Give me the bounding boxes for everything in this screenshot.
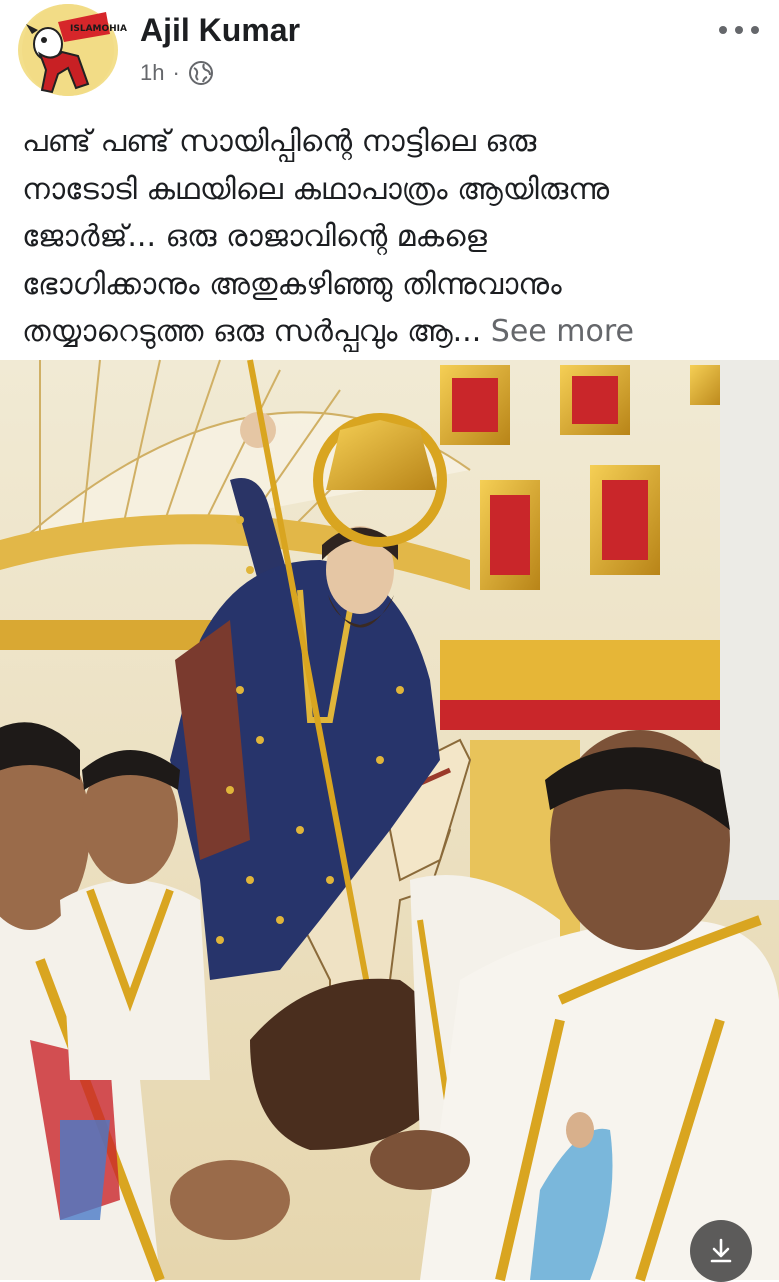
- post-photo[interactable]: [0, 360, 779, 1280]
- download-icon: [706, 1236, 736, 1266]
- post-text: [22, 118, 762, 356]
- post-text-truncated: തയ്യാറെടുത്ത ഒരു സർപ്പവും ആ...: [22, 314, 482, 349]
- post-text-line: പണ്ട് പണ്ട് സായിപ്പിന്റെ നാട്ടിലെ ഒരു: [22, 124, 537, 159]
- post-text-line: നാടോടി കഥയിലെ കഥാപാത്രം ആയിരുന്നു: [22, 171, 610, 207]
- more-dot: [751, 26, 759, 34]
- post-text-line-last: [22, 308, 762, 356]
- author-name[interactable]: Ajil Kumar: [140, 12, 301, 48]
- avatar-cartoon-icon: [18, 4, 127, 96]
- priest-hand: [370, 1130, 470, 1190]
- post-text-line: ഭോഗിക്കാനും അതുകഴിഞ്ഞു തിന്നുവാനും: [22, 266, 562, 302]
- see-more-link[interactable]: See more: [481, 314, 634, 349]
- more-options-button[interactable]: [719, 18, 759, 42]
- globe-icon: [188, 60, 214, 86]
- post-time[interactable]: 1h: [140, 60, 165, 85]
- more-dot: [719, 26, 727, 34]
- avatar[interactable]: [18, 4, 127, 96]
- crown: [326, 420, 436, 490]
- photo-illustration: [0, 360, 779, 1280]
- more-dot: [735, 26, 743, 34]
- priest-left-hand: [170, 1160, 290, 1240]
- avatar-flag-text: ISLAMOHIA: [70, 24, 127, 34]
- post-meta: [140, 58, 214, 88]
- download-button[interactable]: [690, 1220, 752, 1282]
- side-pillar: [720, 360, 779, 900]
- meta-separator: ·: [172, 60, 180, 85]
- post-header: [0, 0, 779, 110]
- post-text-line: ജോർജ്... ഒരു രാജാവിന്റെ മകളെ: [22, 219, 487, 254]
